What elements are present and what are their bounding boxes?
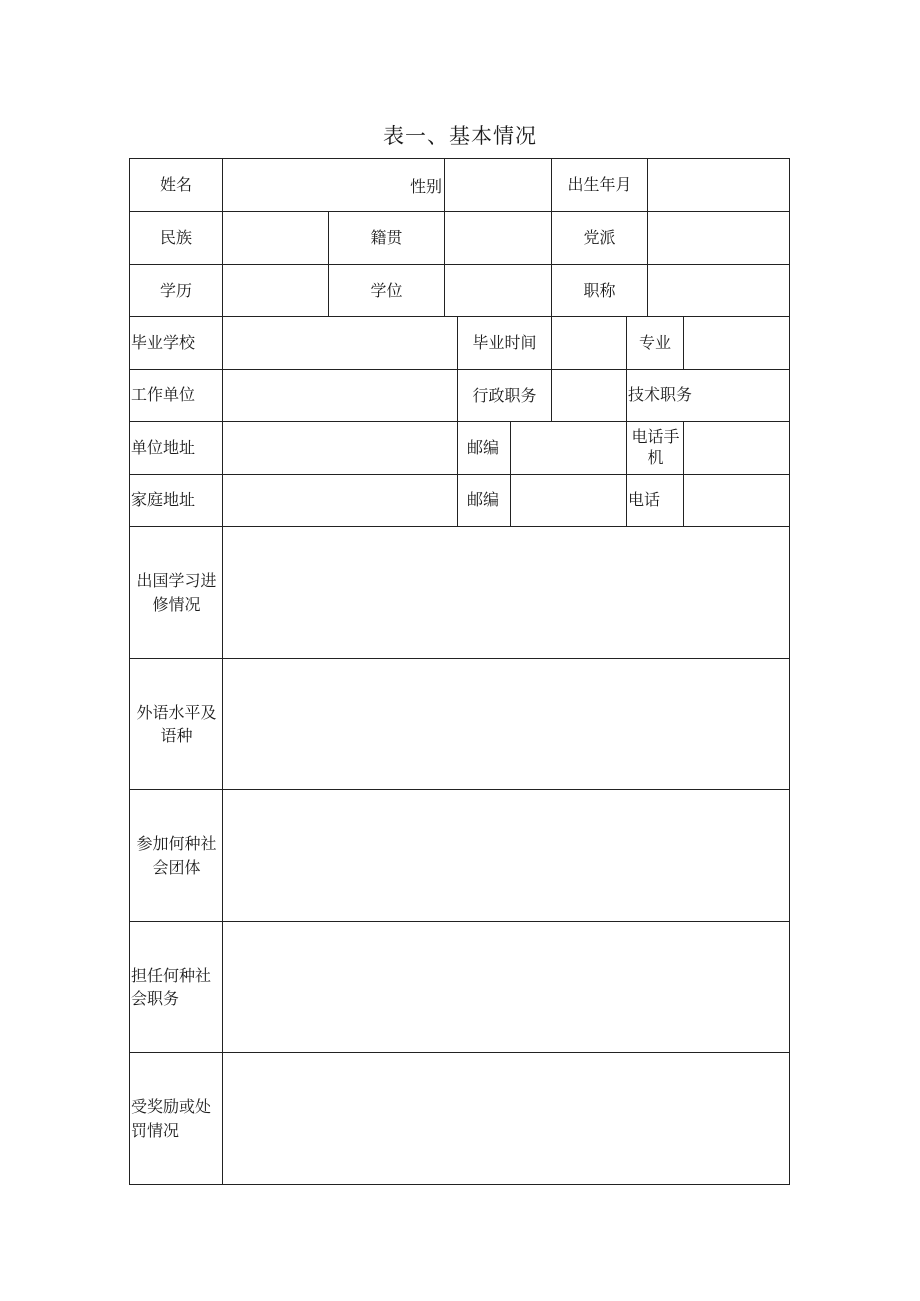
admin-post-label: 行政职务 [457, 369, 552, 422]
foreign-language-label: 外语水平及语种 [136, 702, 217, 745]
home-phone-label: 电话 [626, 474, 684, 527]
admin-post-field[interactable] [551, 369, 627, 422]
graduate-time-field[interactable] [551, 316, 627, 370]
unit-postcode-label: 邮编 [457, 421, 511, 475]
unit-postcode-field[interactable] [510, 421, 627, 475]
unit-address-label: 单位地址 [129, 421, 223, 475]
party-label: 党派 [551, 211, 648, 265]
home-address-label: 家庭地址 [129, 474, 223, 527]
study-abroad-field[interactable] [222, 526, 790, 659]
education-label: 学历 [129, 264, 223, 317]
study-abroad-label: 出国学习进修情况 [136, 571, 217, 614]
home-phone-field[interactable] [683, 474, 790, 527]
social-groups-field[interactable] [222, 789, 790, 922]
major-label: 专业 [626, 316, 684, 370]
social-groups-label: 参加何种社会团体 [136, 834, 217, 877]
native-place-field[interactable] [444, 211, 552, 265]
phone-mobile-label-cell [626, 421, 684, 475]
gender-field[interactable] [444, 158, 552, 212]
title-rank-label: 职称 [551, 264, 648, 317]
ethnicity-label: 民族 [129, 211, 223, 265]
awards-field[interactable] [222, 1052, 790, 1185]
social-posts-field[interactable] [222, 921, 790, 1053]
social-posts-label: 担任何种社会职务 [131, 965, 212, 1008]
graduate-school-label: 毕业学校 [129, 316, 223, 370]
party-field[interactable] [647, 211, 790, 265]
work-unit-field[interactable] [222, 369, 458, 422]
tech-post-label: 技术职务 [626, 369, 790, 422]
awards-label: 受奖励或处罚情况 [131, 1097, 212, 1140]
work-unit-label: 工作单位 [129, 369, 223, 422]
social-groups-label-cell [129, 789, 223, 922]
home-postcode-label: 邮编 [457, 474, 511, 527]
study-abroad-label-cell [129, 526, 223, 659]
foreign-language-label-cell [129, 658, 223, 790]
graduate-school-field[interactable] [222, 316, 458, 370]
social-posts-label-cell [129, 921, 223, 1053]
education-field[interactable] [222, 264, 329, 317]
title-rank-field[interactable] [647, 264, 790, 317]
gender-label: 性别 [222, 158, 445, 212]
major-field[interactable] [683, 316, 790, 370]
native-place-label: 籍贯 [328, 211, 445, 265]
home-address-field[interactable] [222, 474, 458, 527]
name-label: 姓名 [129, 158, 223, 212]
graduate-time-label: 毕业时间 [457, 316, 552, 370]
phone-mobile-field[interactable] [683, 421, 790, 475]
unit-address-field[interactable] [222, 421, 458, 475]
foreign-language-field[interactable] [222, 658, 790, 790]
phone-mobile-label: 电话手机 [631, 427, 680, 467]
birth-field[interactable] [647, 158, 790, 212]
home-postcode-field[interactable] [510, 474, 627, 527]
degree-field[interactable] [444, 264, 552, 317]
page-title: 表一、基本情况 [383, 124, 537, 148]
ethnicity-field[interactable] [222, 211, 329, 265]
degree-label: 学位 [328, 264, 445, 317]
awards-label-cell [129, 1052, 223, 1185]
birth-label: 出生年月 [551, 158, 648, 212]
